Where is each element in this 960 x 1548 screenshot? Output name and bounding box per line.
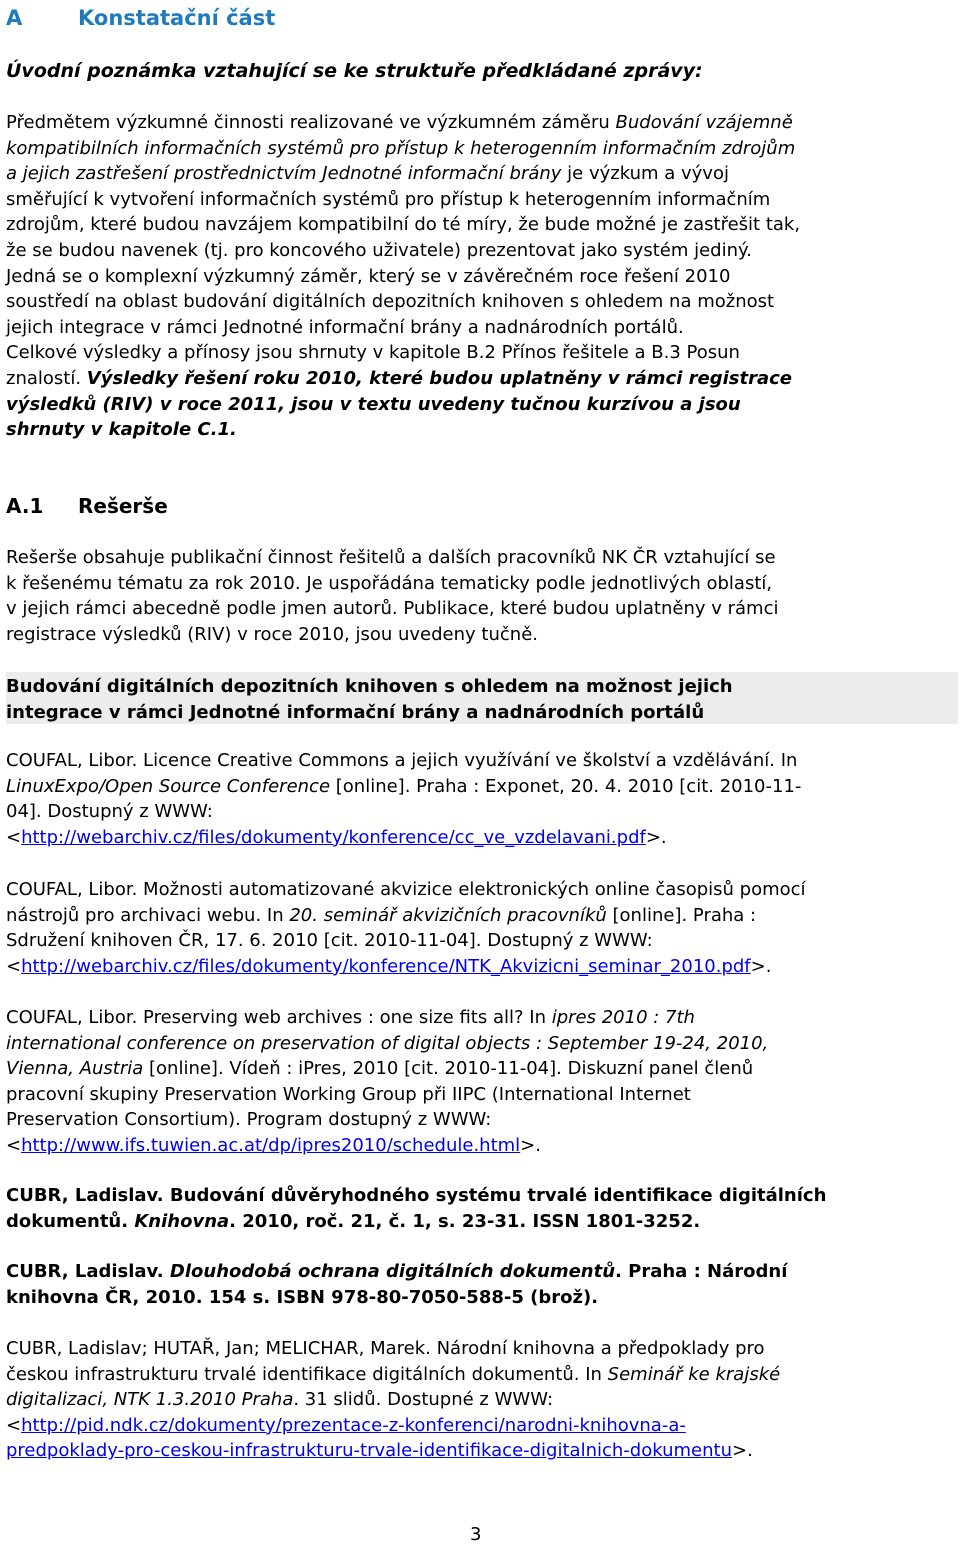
intro-project-title: Budování vzájemně <box>615 112 793 133</box>
reference-entry <box>6 1336 780 1464</box>
subsection-number: A.1 <box>6 494 44 518</box>
reference-text: českou infrastrukturu trvalé identifikace digitálních dokumentů. In <box>6 1363 608 1385</box>
bracket-open: < <box>6 955 22 977</box>
intro-bold-italic: Výsledky řešení roku 2010, které budou uplatněny v rámci registrace <box>86 367 793 389</box>
reference-link[interactable]: http://pid.ndk.cz/dokumenty/prezentace-z-konferenci/narodni-knihovna-a- <box>21 1414 686 1436</box>
intro-text: směřující k vytvoření informačních systémů pro přístup k heterogenním informačním <box>6 188 771 210</box>
subsection-title: Rešerše <box>78 494 168 518</box>
reference-source: ipres 2010 : 7th <box>551 1007 695 1028</box>
reference-text: . Praha : Národní <box>615 1261 788 1282</box>
reference-entry <box>6 748 801 850</box>
intro-text: Předmětem výzkumné činnosti realizované ve výzkumném záměru <box>6 112 616 133</box>
intro-project-title-cont: kompatibilních informačních systémů pro přístup k heterogenním informačním zdrojům <box>6 137 796 159</box>
resers-text: registrace výsledků (RIV) v roce 2010, jsou uvedeny tučně. <box>6 623 538 645</box>
reference-source: digitalizaci, NTK 1.3.2010 Praha <box>6 1389 294 1411</box>
topic-heading-line: integrace v rámci Jednotné informační brány a nadnárodních portálů <box>6 701 705 723</box>
resers-text: v jejich rámci abecedně podle jmen autorů. Publikace, které budou uplatněny v rámci <box>6 598 779 620</box>
reference-text: Preservation Consortium). Program dostupný z WWW: <box>6 1109 492 1131</box>
reference-text: dokumentů. <box>6 1210 135 1232</box>
bracket-open: < <box>6 1134 22 1156</box>
intro-text: zdrojům, které budou navzájem kompatibilní do té míry, že bude možné je zastřešit tak, <box>6 214 801 236</box>
bracket-close: >. <box>520 1134 541 1156</box>
topic-heading <box>6 674 733 725</box>
reference-link[interactable]: predpoklady-pro-ceskou-infrastrukturu-trvale-identifikace-digitalnich-dokumentu <box>6 1440 732 1462</box>
reference-source: LinuxExpo/Open Source Conference <box>6 775 331 797</box>
reference-text: knihovna ČR, 2010. 154 s. ISBN 978-80-7050-588-5 (brož). <box>6 1286 599 1308</box>
intro-bold-italic: výsledků (RIV) v roce 2011, jsou v textu uvedeny tučnou kurzívou a jsou <box>6 393 741 415</box>
reference-entry <box>6 1259 787 1310</box>
resers-text: Rešerše obsahuje publikační činnost řešitelů a dalších pracovníků NK ČR vztahující se <box>6 547 776 568</box>
intro-text: Jedná se o komplexní výzkumný záměr, který se v závěrečném roce řešení 2010 <box>6 265 731 287</box>
intro-text: je výzkum a vývoj <box>561 163 729 185</box>
reference-link[interactable]: http://webarchiv.cz/files/dokumenty/konference/cc_ve_vzdelavani.pdf <box>21 826 646 848</box>
reference-link[interactable]: http://webarchiv.cz/files/dokumenty/konference/NTK_Akvizicni_seminar_2010.pdf <box>21 955 751 977</box>
reference-text: nástrojů pro archivaci webu. In <box>6 904 290 926</box>
reference-source: Vienna, Austria <box>6 1058 144 1080</box>
reference-source: 20. seminář akvizičních pracovníků <box>289 904 607 926</box>
section-title: Konstatační část <box>78 6 276 30</box>
reference-entry <box>6 1005 768 1159</box>
intro-text: Celkové výsledky a přínosy jsou shrnuty v kapitole B.2 Přínos řešitele a B.3 Posun <box>6 342 740 364</box>
intro-project-title-end: a jejich zastřešení prostřednictvím Jednotné informační brány <box>6 163 562 185</box>
reference-text: . 31 slidů. Dostupné z WWW: <box>293 1389 554 1411</box>
reference-text: COUFAL, Libor. Možnosti automatizované akvizice elektronických online časopisů pomocí <box>6 879 806 900</box>
section-heading <box>6 6 275 34</box>
reference-source: Dlouhodobá ochrana digitálních dokumentů <box>169 1261 616 1282</box>
reference-source: Seminář ke krajské <box>607 1363 781 1385</box>
intro-paragraph <box>6 110 800 443</box>
reference-text: CUBR, Ladislav. <box>6 1261 170 1282</box>
intro-text: soustředí na oblast budování digitálních depozitních knihoven s ohledem na možnost <box>6 291 775 313</box>
reference-text: COUFAL, Libor. Licence Creative Commons a jejich využívání ve školství a vzdělávání. In <box>6 750 798 771</box>
reference-entry <box>6 1183 826 1234</box>
page-number: 3 <box>470 1524 482 1545</box>
bracket-close: >. <box>732 1440 753 1462</box>
bracket-close: >. <box>750 955 772 977</box>
reference-source: international conference on preservation of digital objects : September 19-24, 2010, <box>6 1032 769 1054</box>
resers-paragraph <box>6 545 778 647</box>
reference-entry <box>6 877 806 979</box>
reference-text: CUBR, Ladislav; HUTAŘ, Jan; MELICHAR, Marek. Národní knihovna a předpoklady pro <box>6 1338 765 1359</box>
bracket-open: < <box>6 1414 22 1436</box>
bracket-open: < <box>6 826 22 848</box>
reference-text: COUFAL, Libor. Preserving web archives : one size fits all? In <box>6 1007 552 1028</box>
reference-text: Sdružení knihoven ČR, 17. 6. 2010 [cit. 2010-11-04]. Dostupný z WWW: <box>6 930 653 952</box>
resers-text: k řešenému tématu za rok 2010. Je uspořádána tematicky podle jednotlivých oblastí, <box>6 572 773 594</box>
reference-text: [online]. Praha : <box>606 904 757 926</box>
intro-text: jejich integrace v rámci Jednotné informační brány a nadnárodních portálů. <box>6 316 684 338</box>
intro-text: znalostí. <box>6 367 87 389</box>
topic-heading-line: Budování digitálních depozitních knihoven s ohledem na možnost jejich <box>6 676 733 697</box>
reference-text: . 2010, roč. 21, č. 1, s. 23-31. ISSN 1801-3252. <box>229 1210 701 1232</box>
intro-bold-italic: shrnuty v kapitole C.1. <box>6 419 237 441</box>
subsection-heading <box>6 494 168 518</box>
intro-heading: Úvodní poznámka vztahující se ke struktuře předkládané zprávy: <box>6 60 703 82</box>
reference-text: CUBR, Ladislav. Budování důvěryhodného systému trvalé identifikace digitálních <box>6 1185 827 1206</box>
section-letter: A <box>6 6 23 30</box>
reference-source: Knihovna <box>134 1210 230 1232</box>
reference-text: 04]. Dostupný z WWW: <box>6 801 213 823</box>
reference-text: pracovní skupiny Preservation Working Group při IIPC (International Internet <box>6 1083 691 1105</box>
reference-link[interactable]: http://www.ifs.tuwien.ac.at/dp/ipres2010/schedule.html <box>21 1134 521 1156</box>
reference-text: [online]. Vídeň : iPres, 2010 [cit. 2010-11-04]. Diskuzní panel členů <box>143 1058 754 1080</box>
reference-text: [online]. Praha : Exponet, 20. 4. 2010 [cit. 2010-11- <box>330 775 802 797</box>
bracket-close: >. <box>645 826 667 848</box>
intro-text: že se budou navenek (tj. pro koncového uživatele) prezentovat jako systém jediný. <box>6 239 752 261</box>
